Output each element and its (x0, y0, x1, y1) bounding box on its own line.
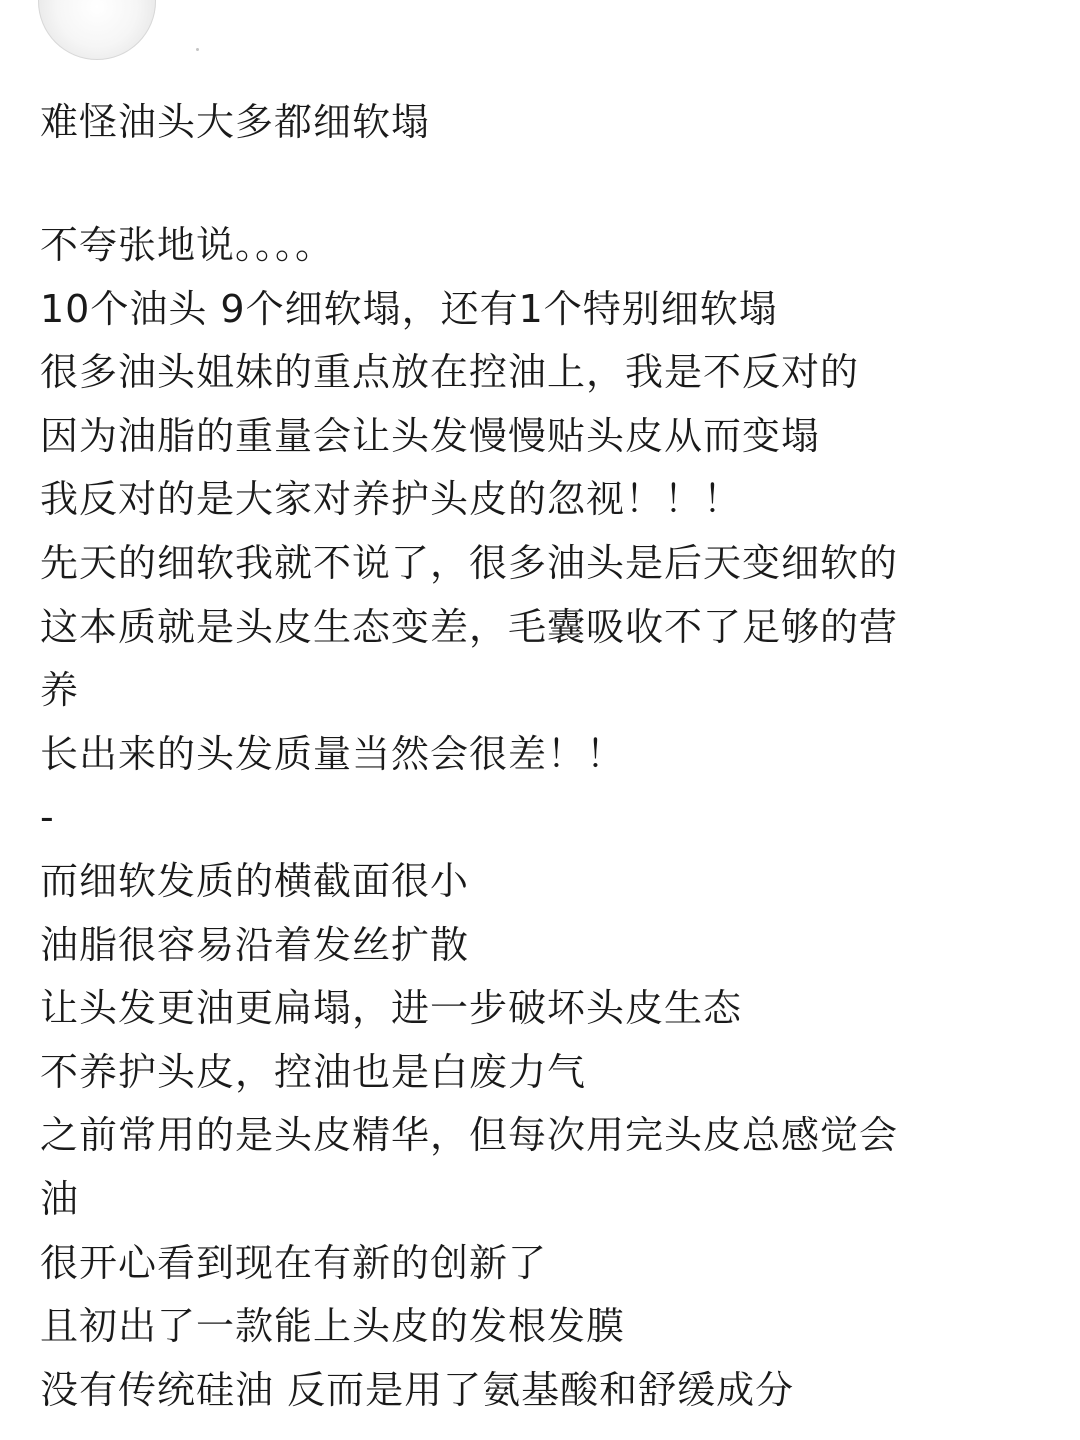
post-line: 油 (40, 1176, 80, 1221)
post-title: 难怪油头大多都细软塌 (40, 100, 431, 144)
post-body (40, 214, 1050, 1422)
avatar[interactable] (38, 0, 156, 60)
post-line: 很多油头姐妹的重点放在控油上，我是不反对的 (40, 350, 860, 395)
post-line: 很开心看到现在有新的创新了 (40, 1240, 548, 1285)
post-line: 我反对的是大家对养护头皮的忽视！！！ (40, 477, 743, 522)
post-line: 长出来的头发质量当然会很差！！ (40, 731, 626, 776)
post-line: 油脂很容易沿着发丝扩散 (40, 922, 470, 967)
post-line: 不夸张地说。。。。 (40, 223, 335, 267)
post-line: 而细软发质的横截面很小 (40, 858, 470, 903)
post-line: 没有传统硅油 反而是用了氨基酸和舒缓成分 (40, 1367, 795, 1412)
post-line: 且初出了一款能上头皮的发根发膜 (40, 1304, 626, 1349)
post-line: 这本质就是头皮生态变差，毛囊吸收不了足够的营 (40, 604, 899, 649)
post-line: 不养护头皮，控油也是白废力气 (40, 1049, 587, 1094)
separator-dot (196, 48, 199, 51)
post-line: 之前常用的是头皮精华，但每次用完头皮总感觉会 (40, 1113, 899, 1158)
post-line: 让头发更油更扁塌，进一步破坏头皮生态 (40, 986, 743, 1031)
post-line: 先天的细软我就不说了，很多油头是后天变细软的 (40, 540, 899, 585)
post-line: 10个油头 9个细软塌，还有1个特别细软塌 (40, 286, 778, 331)
post-line: 因为油脂的重量会让头发慢慢贴头皮从而变塌 (40, 413, 821, 458)
post-line: 养 (40, 668, 80, 713)
post-line: - (40, 795, 55, 840)
